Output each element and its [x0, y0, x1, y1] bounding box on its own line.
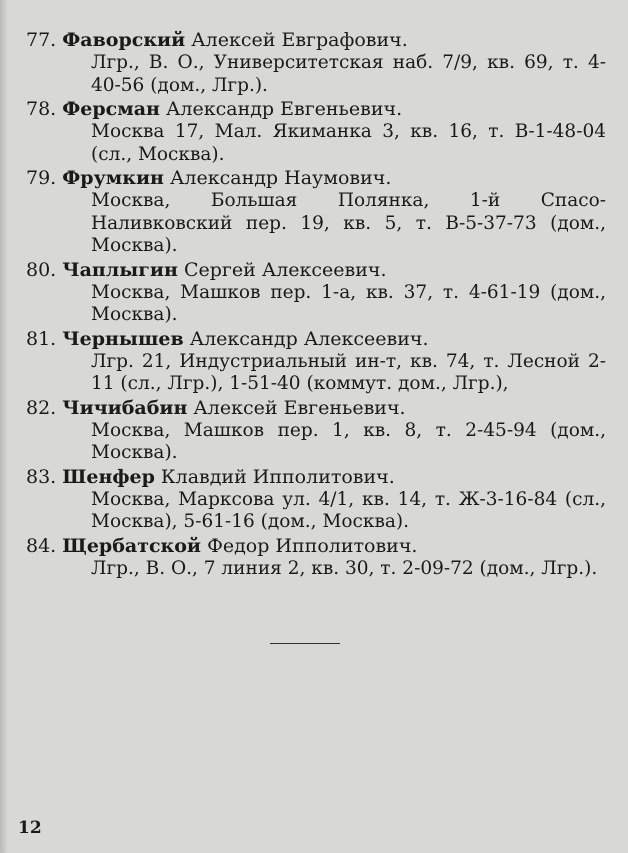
entry-given-name: Сергей Алексеевич. — [183, 258, 387, 281]
directory-entry — [26, 327, 606, 396]
directory-entry — [26, 166, 606, 258]
entry-surname: Чернышев — [62, 327, 184, 350]
entry-surname: Чичибабин — [62, 396, 188, 419]
entry-surname: Щербатской — [62, 534, 202, 557]
directory-list — [26, 28, 606, 580]
entry-address: Москва, Марксова ул. 4/1, кв. 14, т. Ж-3-16-84 (сл., Москва), 5-61-16 (дом., Москва). — [91, 488, 606, 532]
entry-address: Лгр., В. О., 7 линия 2, кв. 30, т. 2-09-72 (дом., Лгр.). — [91, 557, 598, 579]
entry-given-name: Александр Алексеевич. — [189, 327, 429, 350]
page-number: 12 — [18, 818, 42, 838]
entry-heading — [26, 97, 606, 121]
directory-entry — [26, 465, 606, 534]
directory-entry — [26, 258, 606, 327]
entry-surname: Чаплыгин — [62, 258, 178, 281]
entry-heading — [26, 166, 606, 190]
entry-heading — [26, 465, 606, 489]
entry-heading — [26, 534, 606, 558]
entry-number: 78. — [26, 98, 57, 120]
entry-number: 77. — [26, 29, 57, 51]
entry-number: 83. — [26, 465, 57, 488]
entry-given-name: Александр Наумович. — [170, 167, 392, 189]
entry-number: 81. — [26, 327, 57, 350]
entry-heading — [26, 396, 606, 420]
entry-surname: Ферсман — [62, 98, 160, 120]
entry-heading — [26, 258, 606, 282]
entry-given-name: Александр Евгеньевич. — [166, 98, 403, 120]
directory-entry — [26, 28, 606, 97]
entry-number: 80. — [26, 258, 57, 281]
entry-given-name: Федор Ипполитович. — [207, 534, 418, 557]
entry-surname: Фаворский — [62, 29, 186, 51]
page-gutter-shadow — [0, 0, 8, 853]
entry-address: Лгр., В. О., Университетская наб. 7/9, кв. 69, т. 4-40-56 (дом., Лгр.). — [91, 52, 606, 96]
entry-address: Москва, Большая Полянка, 1-й Спасо-Наливковский пер. 19, кв. 5, т. В-5-37-73 (дом., Москва). — [91, 190, 606, 256]
entry-address: Лгр. 21, Индустриальный ин-т, кв. 74, т. Лесной 2-11 (сл., Лгр.), 1-51-40 (коммут. дом., Лгр.), — [91, 350, 606, 394]
entry-given-name: Клавдий Ипполитович. — [160, 465, 395, 488]
entry-given-name: Алексей Евграфович. — [191, 29, 408, 51]
entry-surname: Фрумкин — [62, 167, 164, 189]
directory-entry — [26, 534, 606, 581]
entry-surname: Шенфер — [62, 465, 155, 488]
directory-entry — [26, 396, 606, 465]
entry-number: 82. — [26, 396, 57, 419]
section-divider — [270, 643, 340, 644]
entry-address: Москва, Машков пер. 1, кв. 8, т. 2-45-94 (дом., Москва). — [91, 419, 606, 463]
directory-entry — [26, 97, 606, 166]
entry-given-name: Алексей Евгеньевич. — [193, 396, 406, 419]
entry-heading — [26, 327, 606, 351]
entry-address: Москва, Машков пер. 1-а, кв. 37, т. 4-61-19 (дом., Москва). — [91, 281, 606, 325]
entry-number: 79. — [26, 167, 57, 189]
entry-address: Москва 17, Мал. Якиманка 3, кв. 16, т. В-1-48-04 (сл., Москва). — [91, 121, 606, 165]
entry-number: 84. — [26, 534, 57, 557]
entry-heading — [26, 28, 606, 52]
